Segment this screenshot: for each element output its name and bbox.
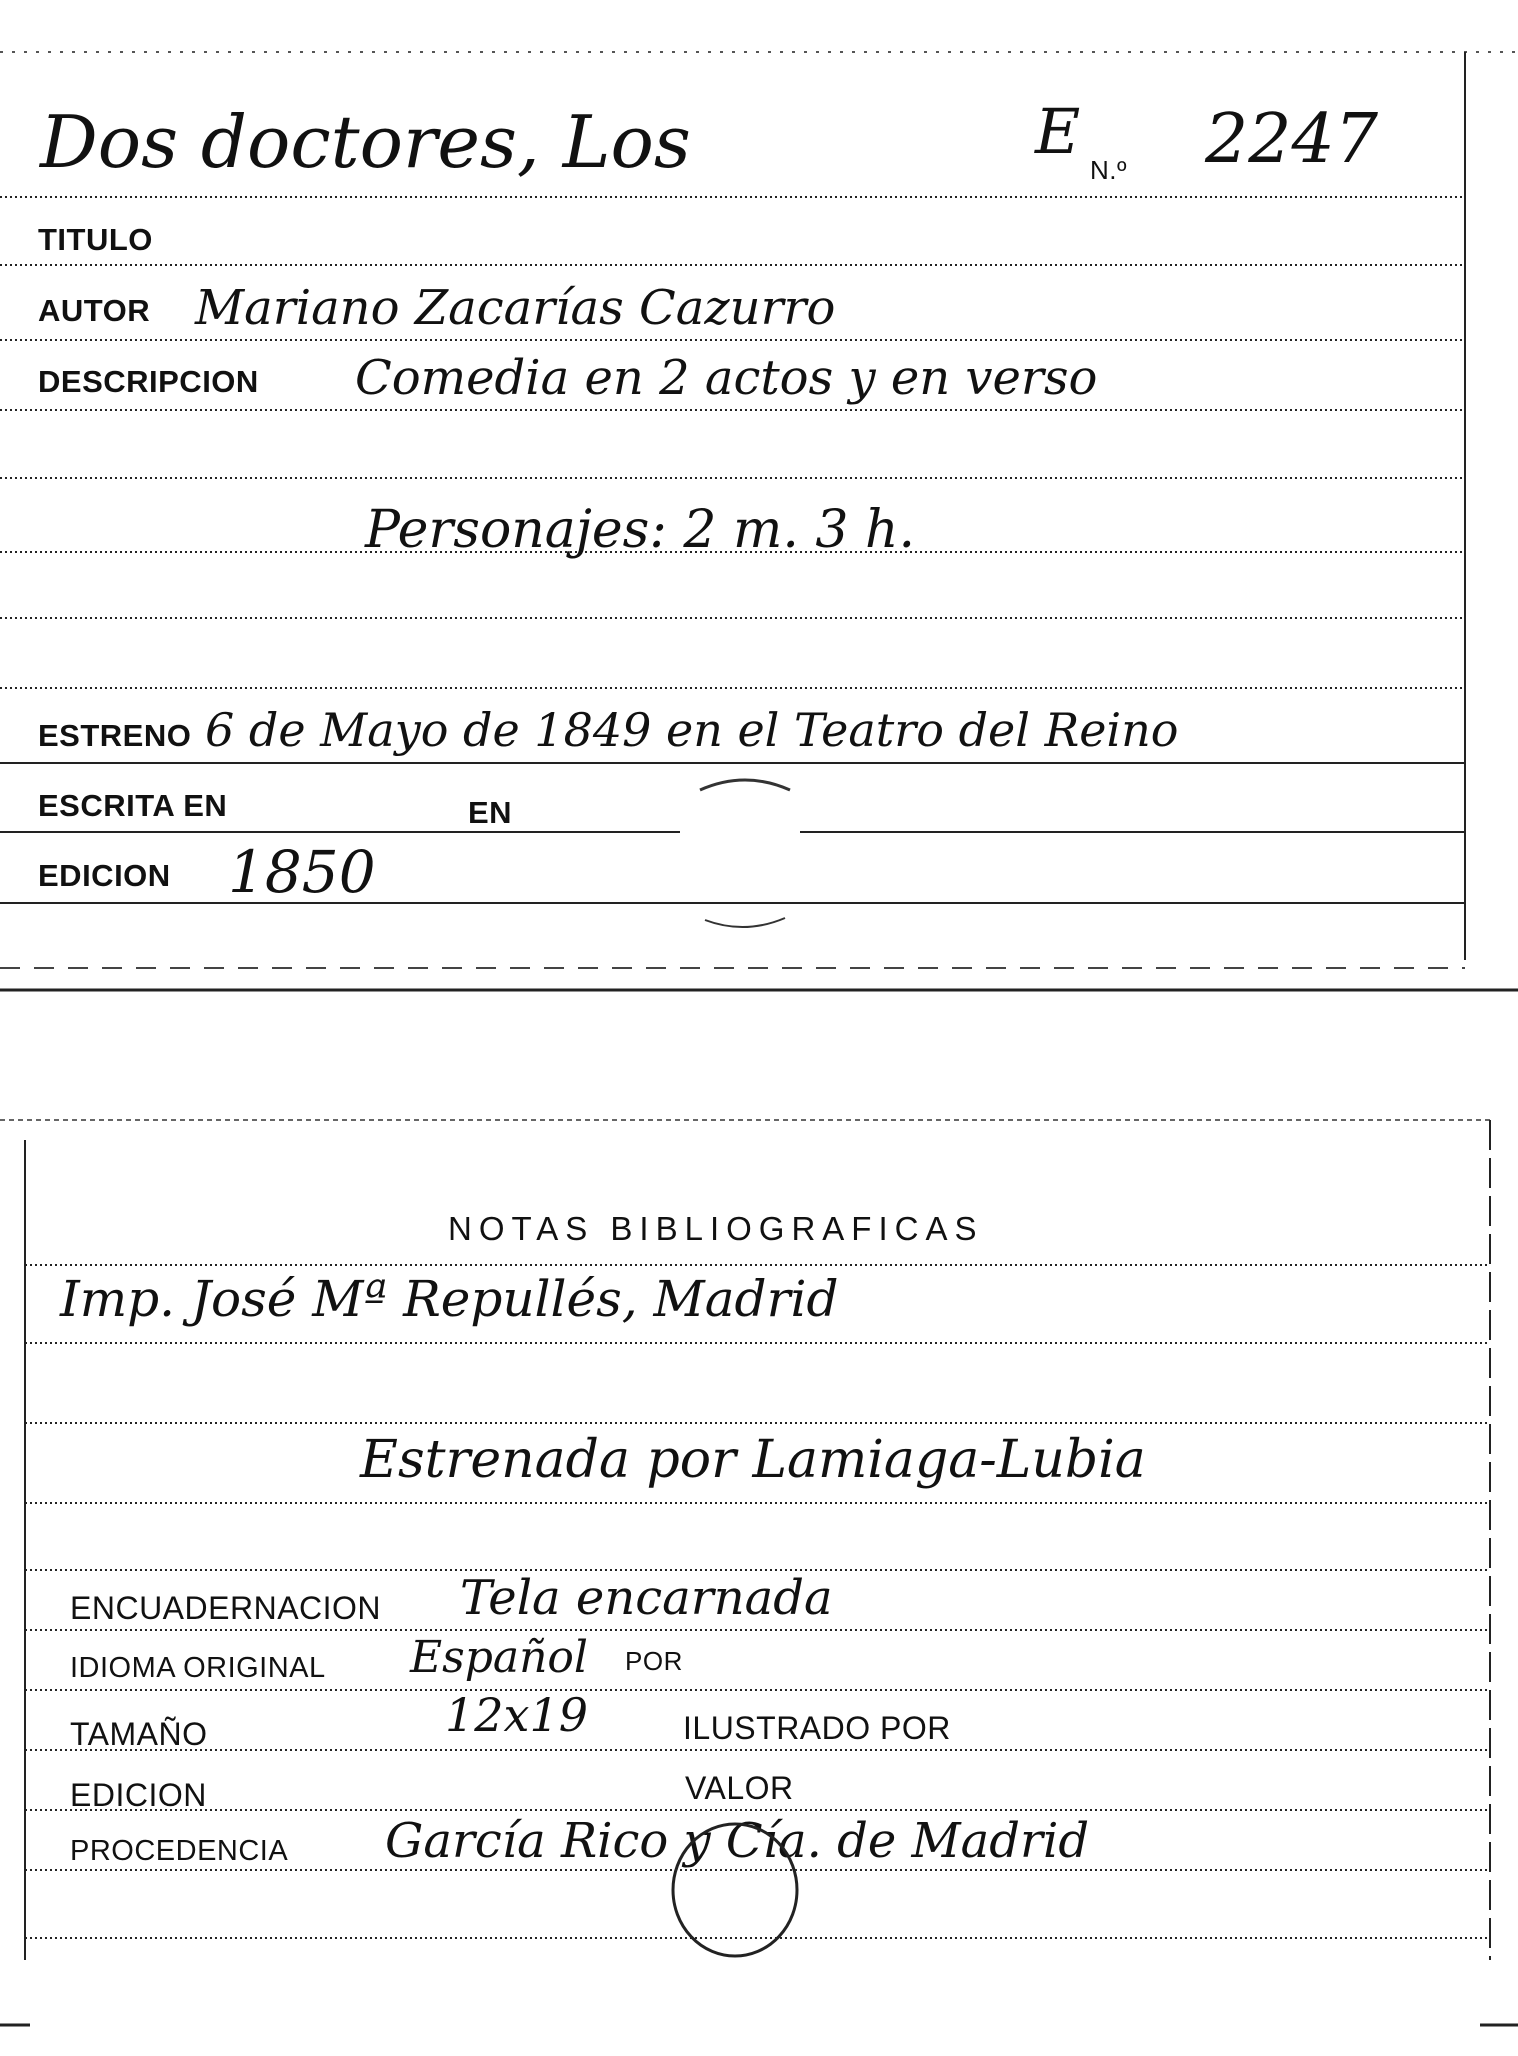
tamano-handwritten: 12x19 [445, 1688, 589, 1742]
escrita-en-label: ESCRITA EN [38, 788, 228, 823]
catalog-card-front [0, 0, 1518, 1000]
ilustrado-por-label: ILUSTRADO POR [683, 1710, 951, 1746]
procedencia-handwritten: García Rico y Cía. de Madrid [385, 1813, 1090, 1869]
title-handwritten: Dos doctores, Los [40, 100, 691, 184]
estreno-handwritten: 6 de Mayo de 1849 en el Teatro del Reino [205, 703, 1179, 757]
procedencia-label: PROCEDENCIA [70, 1835, 289, 1867]
personajes-handwritten: Personajes: 2 m. 3 h. [365, 500, 916, 560]
catalog-card-back [0, 1080, 1518, 2056]
number-label: N.º [1090, 155, 1127, 185]
hole-punch-mark [680, 770, 810, 930]
titulo-label: TITULO [38, 222, 153, 257]
descripcion-label: DESCRIPCION [38, 364, 259, 399]
encuadernacion-handwritten: Tela encarnada [460, 1570, 833, 1626]
number-prefix: E [1035, 95, 1081, 168]
nota-line-2: Estrenada por Lamiaga-Lubia [360, 1430, 1146, 1490]
descripcion-handwritten: Comedia en 2 actos y en verso [355, 350, 1098, 406]
tamano-label: TAMAÑO [70, 1716, 208, 1752]
autor-handwritten: Mariano Zacarías Cazurro [195, 280, 836, 336]
number-handwritten: 2247 [1205, 100, 1379, 179]
estreno-label: ESTRENO [38, 718, 192, 753]
encuadernacion-label: ENCUADERNACION [70, 1590, 382, 1626]
edicion-label-back: EDICION [70, 1777, 207, 1813]
por-label: POR [625, 1646, 683, 1676]
en-label: EN [468, 795, 513, 830]
valor-label: VALOR [685, 1770, 794, 1806]
notas-bibliograficas-title: NOTAS BIBLIOGRAFICAS [448, 1210, 984, 1247]
autor-label: AUTOR [38, 293, 151, 328]
idioma-handwritten: Español [410, 1632, 588, 1683]
edicion-handwritten: 1850 [228, 838, 376, 906]
idioma-original-label: IDIOMA ORIGINAL [70, 1652, 326, 1684]
hole-punch-circle [665, 1815, 805, 1965]
nota-line-1: Imp. José Mª Repullés, Madrid [60, 1270, 839, 1328]
edicion-label: EDICION [38, 858, 171, 893]
